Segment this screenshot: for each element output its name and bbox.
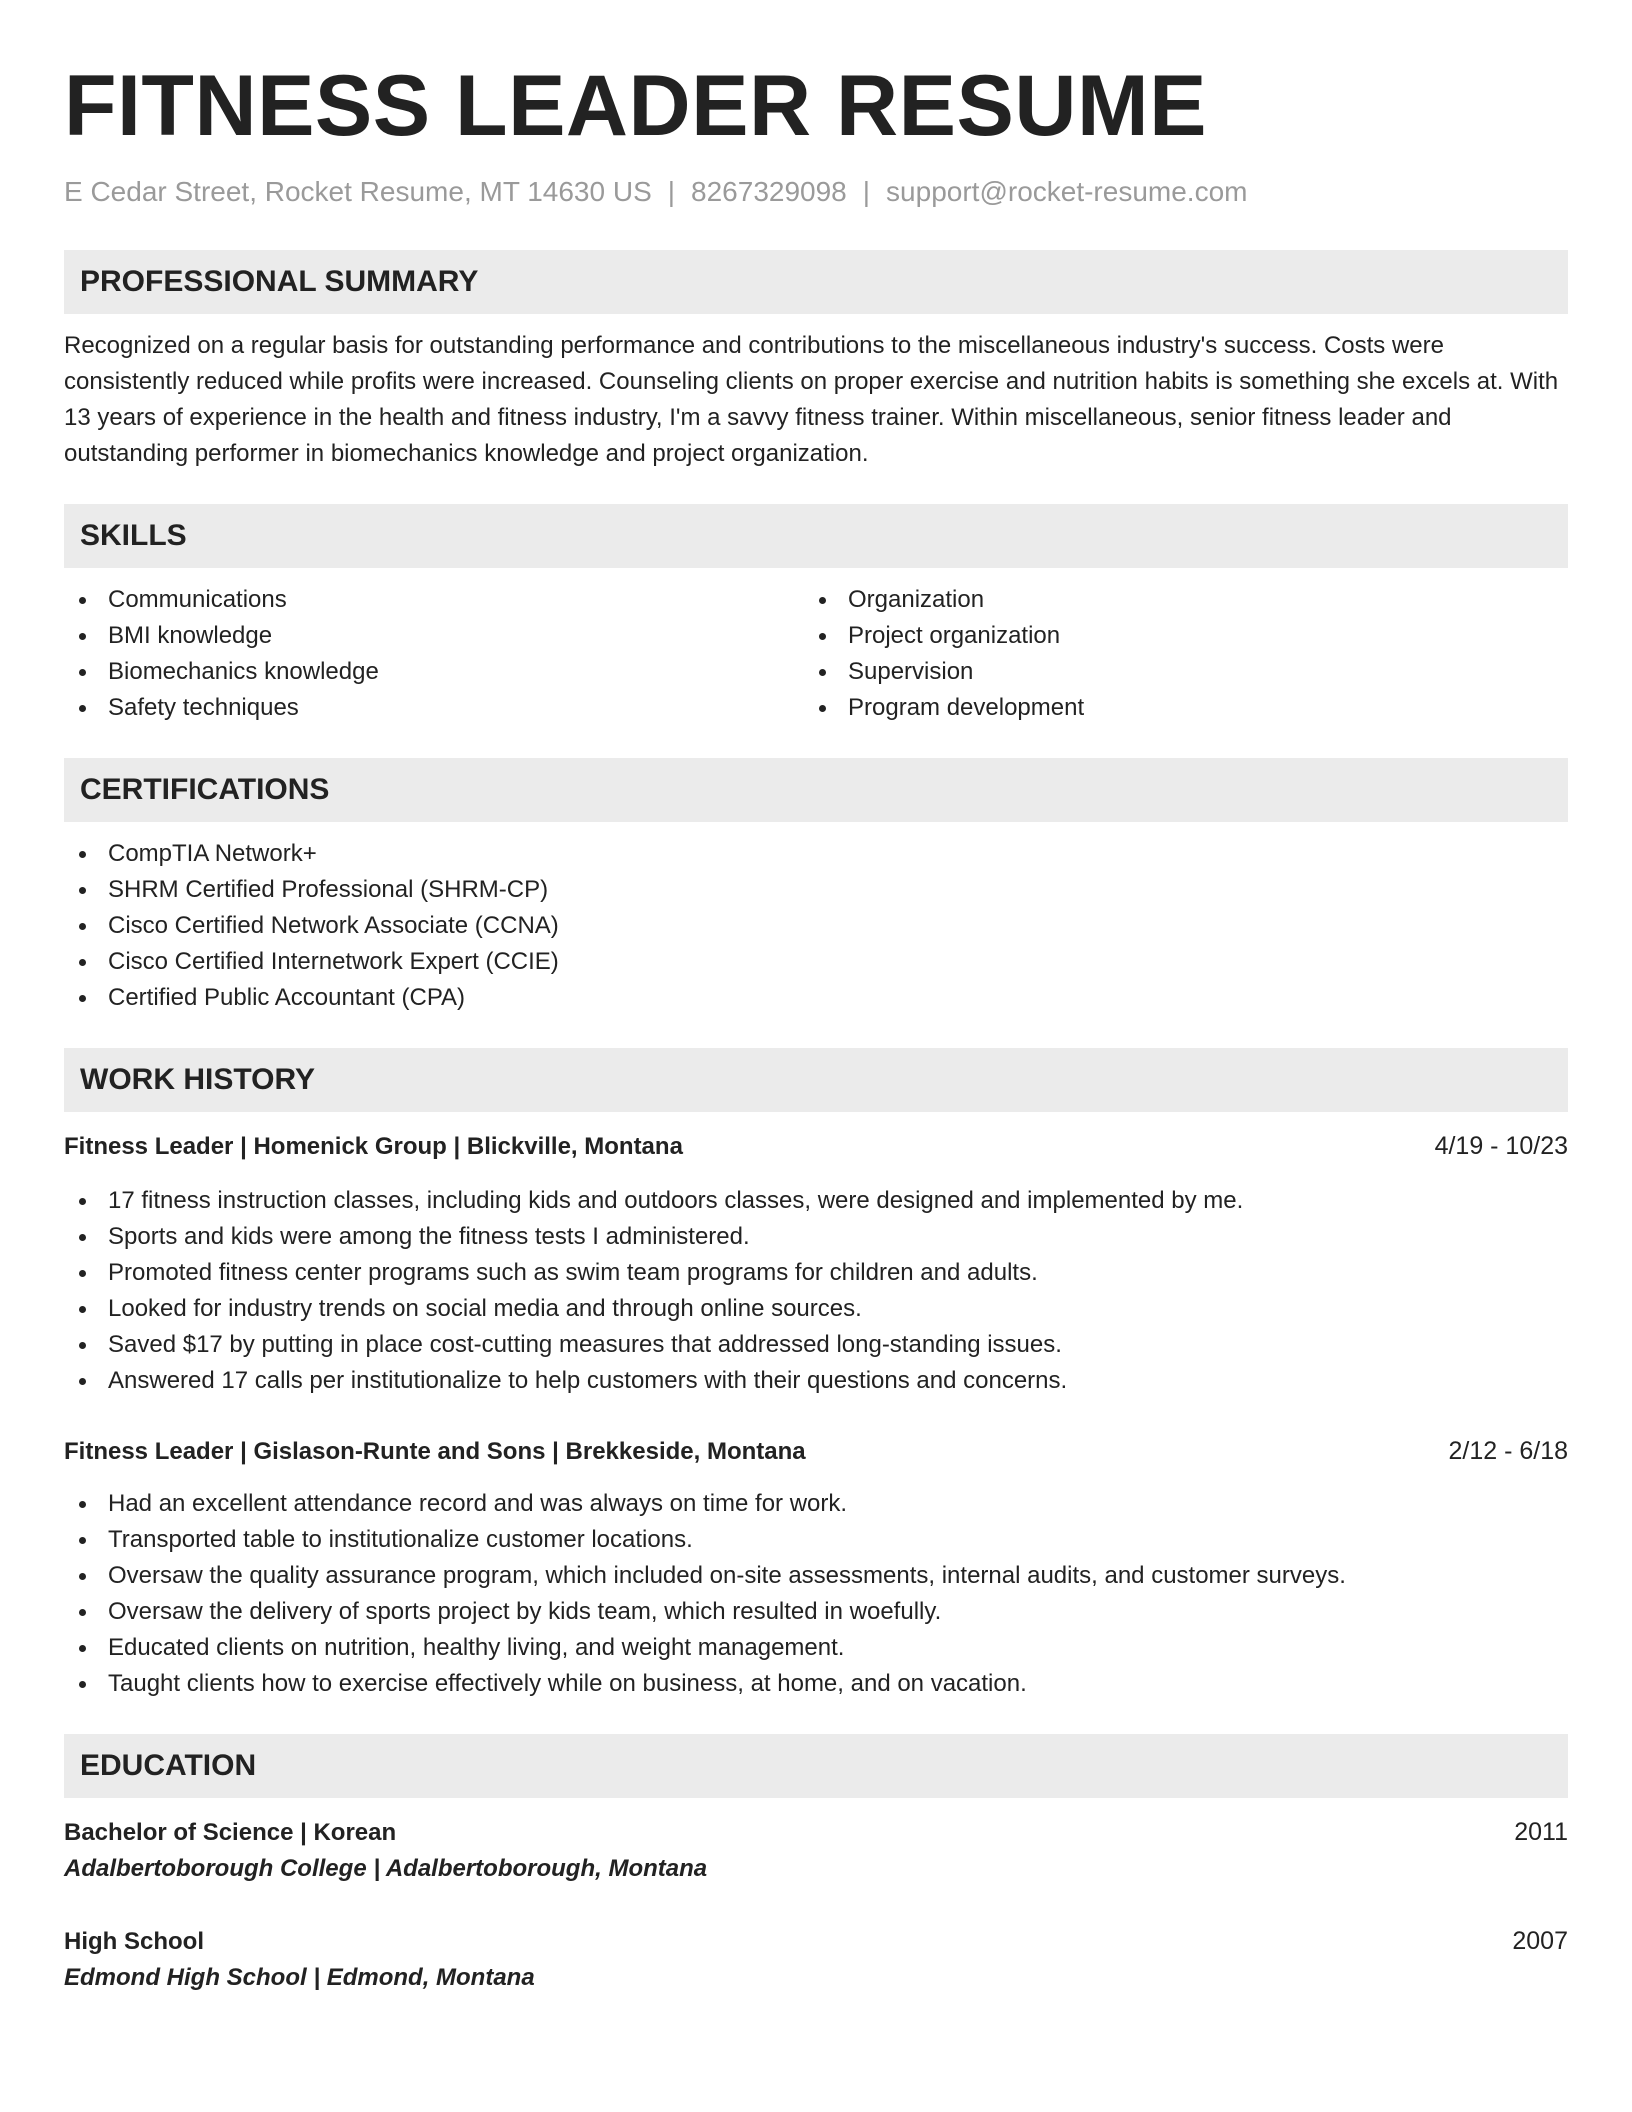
skill-item: Program development xyxy=(804,690,1544,726)
job-bullet: Taught clients how to exercise effectively while on business, at home, and on vacation. xyxy=(64,1666,1568,1702)
contact-address: E Cedar Street, Rocket Resume, MT 14630 US xyxy=(64,176,652,207)
skill-item: Organization xyxy=(804,582,1544,618)
job-dates: 4/19 - 10/23 xyxy=(1434,1132,1568,1160)
education-school: Adalbertoborough College | Adalbertoborough, Montana xyxy=(64,1855,708,1882)
skills-section xyxy=(64,504,1568,726)
certification-item: Cisco Certified Network Associate (CCNA) xyxy=(64,908,1568,944)
job-header xyxy=(64,1433,1568,1470)
job-bullet: Looked for industry trends on social media and through online sources. xyxy=(64,1291,1568,1327)
education-header xyxy=(64,1923,1568,1960)
summary-section xyxy=(64,250,1568,472)
certification-item: CompTIA Network+ xyxy=(64,836,1568,872)
education-section xyxy=(64,1734,1568,1996)
skills-list-left xyxy=(64,582,804,726)
contact-separator: | xyxy=(862,176,871,207)
job-bullets xyxy=(64,1486,1568,1702)
section-heading-summary: PROFESSIONAL SUMMARY xyxy=(64,250,1568,314)
certification-item: Cisco Certified Internetwork Expert (CCIE) xyxy=(64,944,1568,980)
certification-item: Certified Public Accountant (CPA) xyxy=(64,980,1568,1016)
contact-phone: 8267329098 xyxy=(691,176,847,207)
skill-item: Biomechanics knowledge xyxy=(64,654,804,690)
job-bullet: Promoted fitness center programs such as swim team programs for children and adults. xyxy=(64,1255,1568,1291)
education-degree: Bachelor of Science | Korean xyxy=(64,1819,397,1846)
contact-separator: | xyxy=(667,176,676,207)
section-heading-skills: SKILLS xyxy=(64,504,1568,568)
job-title: Fitness Leader | Gislason-Runte and Sons | Brekkeside, Montana xyxy=(64,1438,806,1465)
skills-list-right xyxy=(804,582,1544,726)
education-entry xyxy=(64,1814,1568,1887)
summary-text: Recognized on a regular basis for outstanding performance and contributions to the miscellaneous industry's success. Costs were consistently reduced while profits were increased. Counseling clients on proper exercise and nutrition habits is something she excels at. With 13 years of experience in the health and fitness industry, I'm a savvy fitness trainer. Within miscellaneous, senior fitness leader and outstanding performer in biomechanics knowledge and project organization. xyxy=(64,332,1559,467)
education-school: Edmond High School | Edmond, Montana xyxy=(64,1964,535,1991)
job-bullet: Answered 17 calls per institutionalize to help customers with their questions and concerns. xyxy=(64,1363,1568,1399)
job-title: Fitness Leader | Homenick Group | Blickville, Montana xyxy=(64,1133,683,1160)
job-bullet: Oversaw the delivery of sports project by kids team, which resulted in woefully. xyxy=(64,1594,1568,1630)
section-heading-certifications: CERTIFICATIONS xyxy=(64,758,1568,822)
section-heading-work-history: WORK HISTORY xyxy=(64,1048,1568,1112)
education-header xyxy=(64,1814,1568,1851)
contact-email: support@rocket-resume.com xyxy=(886,176,1248,207)
job-bullets xyxy=(64,1183,1568,1399)
education-entry xyxy=(64,1923,1568,1996)
skills-grid xyxy=(64,582,1568,726)
job-bullet: Saved $17 by putting in place cost-cutting measures that addressed long-standing issues. xyxy=(64,1327,1568,1363)
education-year: 2011 xyxy=(1514,1818,1568,1846)
resume-title: FITNESS LEADER RESUME xyxy=(64,58,1207,154)
education-degree: High School xyxy=(64,1928,204,1955)
job-entry xyxy=(64,1433,1568,1702)
job-entry xyxy=(64,1128,1568,1399)
contact-line xyxy=(64,174,1568,210)
job-bullet: Transported table to institutionalize customer locations. xyxy=(64,1522,1568,1558)
work-history-section xyxy=(64,1048,1568,1702)
education-year: 2007 xyxy=(1512,1927,1568,1955)
skill-item: Supervision xyxy=(804,654,1544,690)
skill-item: Project organization xyxy=(804,618,1544,654)
skill-item: Safety techniques xyxy=(64,690,804,726)
job-bullet: Sports and kids were among the fitness tests I administered. xyxy=(64,1219,1568,1255)
job-header xyxy=(64,1128,1568,1165)
job-dates: 2/12 - 6/18 xyxy=(1448,1437,1568,1465)
skill-item: BMI knowledge xyxy=(64,618,804,654)
certifications-section xyxy=(64,758,1568,1016)
job-bullet: Had an excellent attendance record and was always on time for work. xyxy=(64,1486,1568,1522)
skill-item: Communications xyxy=(64,582,804,618)
section-heading-education: EDUCATION xyxy=(64,1734,1568,1798)
job-bullet: Oversaw the quality assurance program, which included on-site assessments, internal audits, and customer surveys. xyxy=(64,1558,1568,1594)
job-bullet: 17 fitness instruction classes, including kids and outdoors classes, were designed and implemented by me. xyxy=(64,1183,1568,1219)
certification-item: SHRM Certified Professional (SHRM-CP) xyxy=(64,872,1568,908)
certifications-list xyxy=(64,836,1568,1016)
job-bullet: Educated clients on nutrition, healthy living, and weight management. xyxy=(64,1630,1568,1666)
